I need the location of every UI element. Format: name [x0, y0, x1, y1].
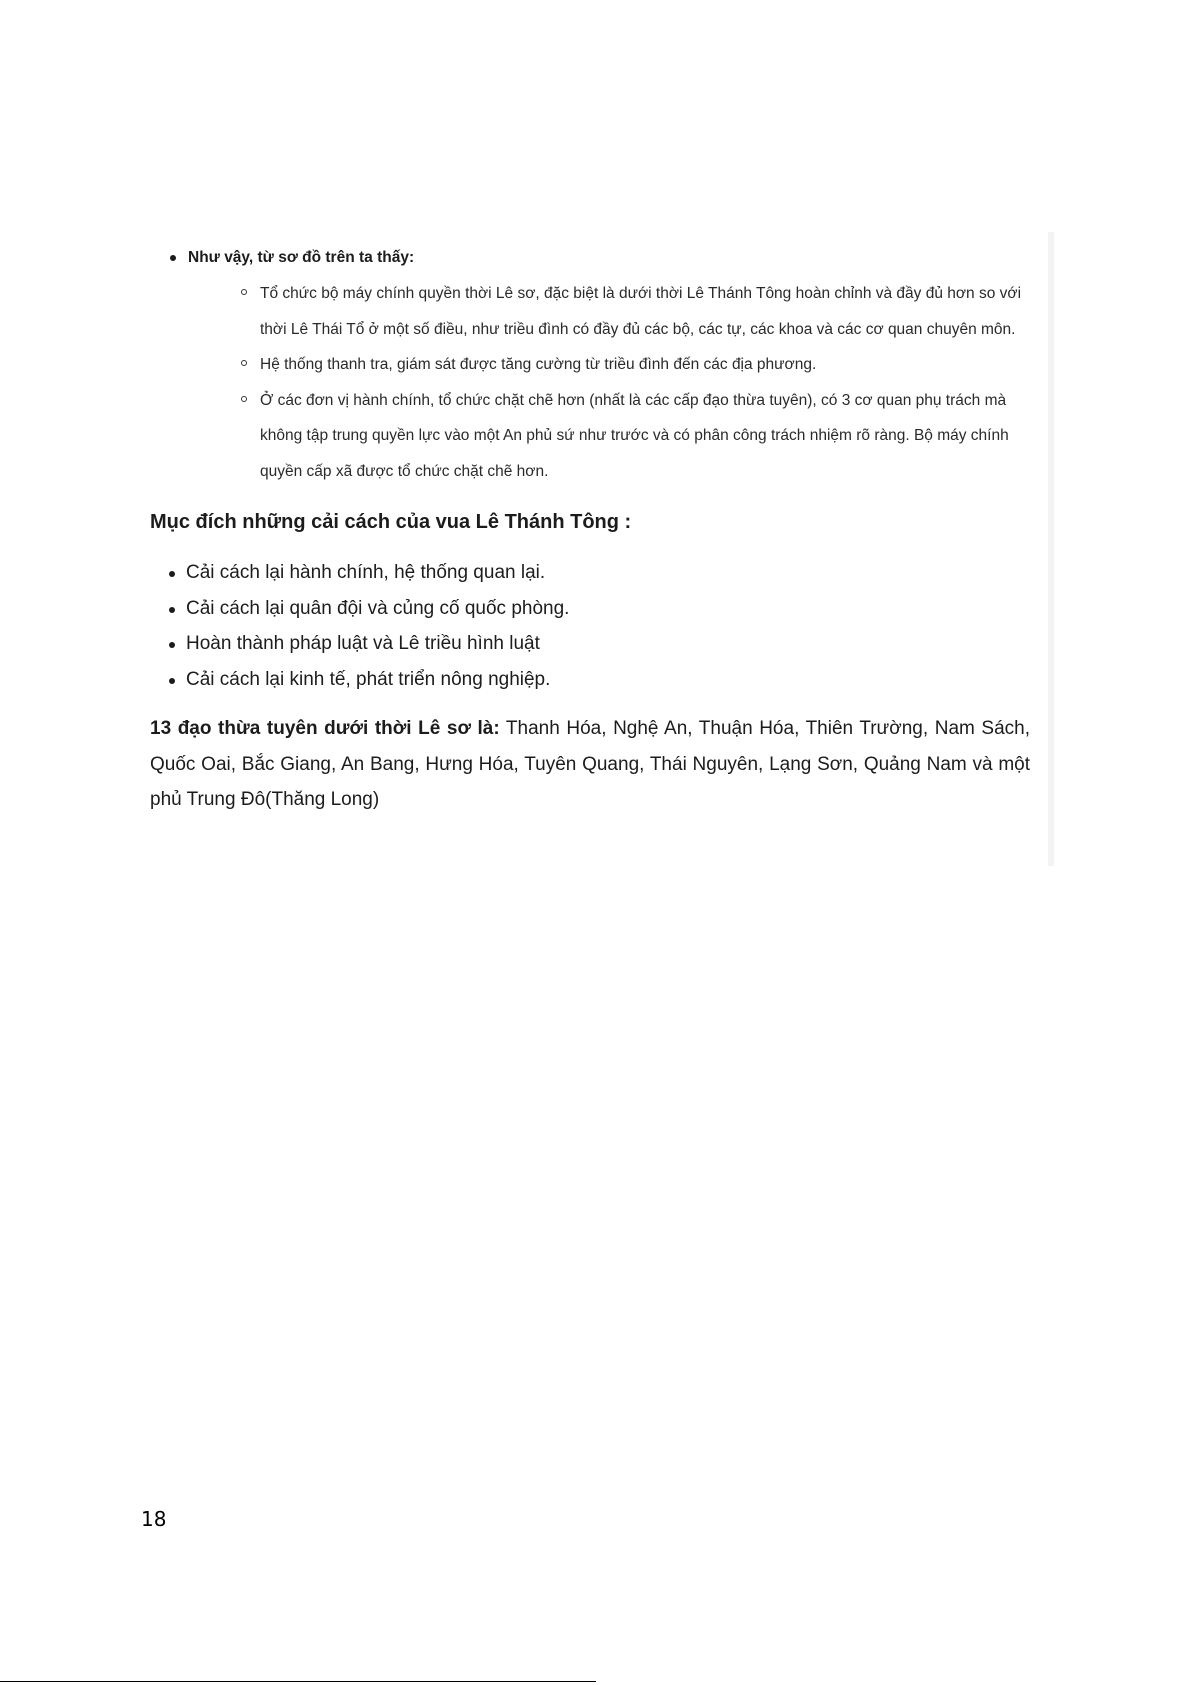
page-number: 18 — [141, 1507, 167, 1531]
provinces-text: Thanh Hóa, Nghệ An, Thuận Hóa, Thiên Trường, Nam Sách, Quốc Oai, Bắc Giang, An Bang, Hưng Hóa, Tuyên Quang, Thái Nguyên, Lạng Sơn, Quảng Nam và một phủ Trung Đô(Thăng Long) — [150, 718, 1030, 810]
purpose-item: Cải cách lại kinh tế, phát triển nông nghiệp. — [150, 662, 1030, 698]
summary-point: Ở các đơn vị hành chính, tổ chức chặt chẽ hơn (nhất là các cấp đạo thừa tuyên), có 3 cơ quan phụ trách mà không tập trung quyền lực vào một An phủ sứ như trước và có phân công trách nhiệm rõ ràng. Bộ máy chính quyền cấp xã được tổ chức chặt chẽ hơn. — [188, 383, 1030, 490]
summary-point: Hệ thống thanh tra, giám sát được tăng cường từ triều đình đến các địa phương. — [188, 347, 1030, 383]
summary-lead: Như vậy, từ sơ đồ trên ta thấy: — [188, 249, 415, 266]
summary-sub-list — [188, 276, 1030, 489]
provinces-paragraph — [150, 711, 1030, 818]
footer-rule — [0, 1681, 596, 1682]
summary-list — [150, 240, 1030, 489]
purpose-item: Hoàn thành pháp luật và Lê triều hình luật — [150, 626, 1030, 662]
purpose-list — [150, 555, 1030, 697]
purpose-heading: Mục đích những cải cách của vua Lê Thánh Tông : — [150, 511, 632, 533]
provinces-label: 13 đạo thừa tuyên dưới thời Lê sơ là: — [150, 718, 500, 739]
page-content — [150, 240, 1030, 837]
side-rule — [1048, 232, 1054, 866]
summary-point: Tổ chức bộ máy chính quyền thời Lê sơ, đặc biệt là dưới thời Lê Thánh Tông hoàn chỉnh và đầy đủ hơn so với thời Lê Thái Tổ ở một số điều, như triều đình có đầy đủ các bộ, các tự, các khoa và các cơ quan chuyên môn. — [188, 276, 1030, 347]
purpose-item: Cải cách lại quân đội và củng cố quốc phòng. — [150, 591, 1030, 627]
purpose-item: Cải cách lại hành chính, hệ thống quan lại. — [150, 555, 1030, 591]
summary-item — [150, 240, 1030, 489]
